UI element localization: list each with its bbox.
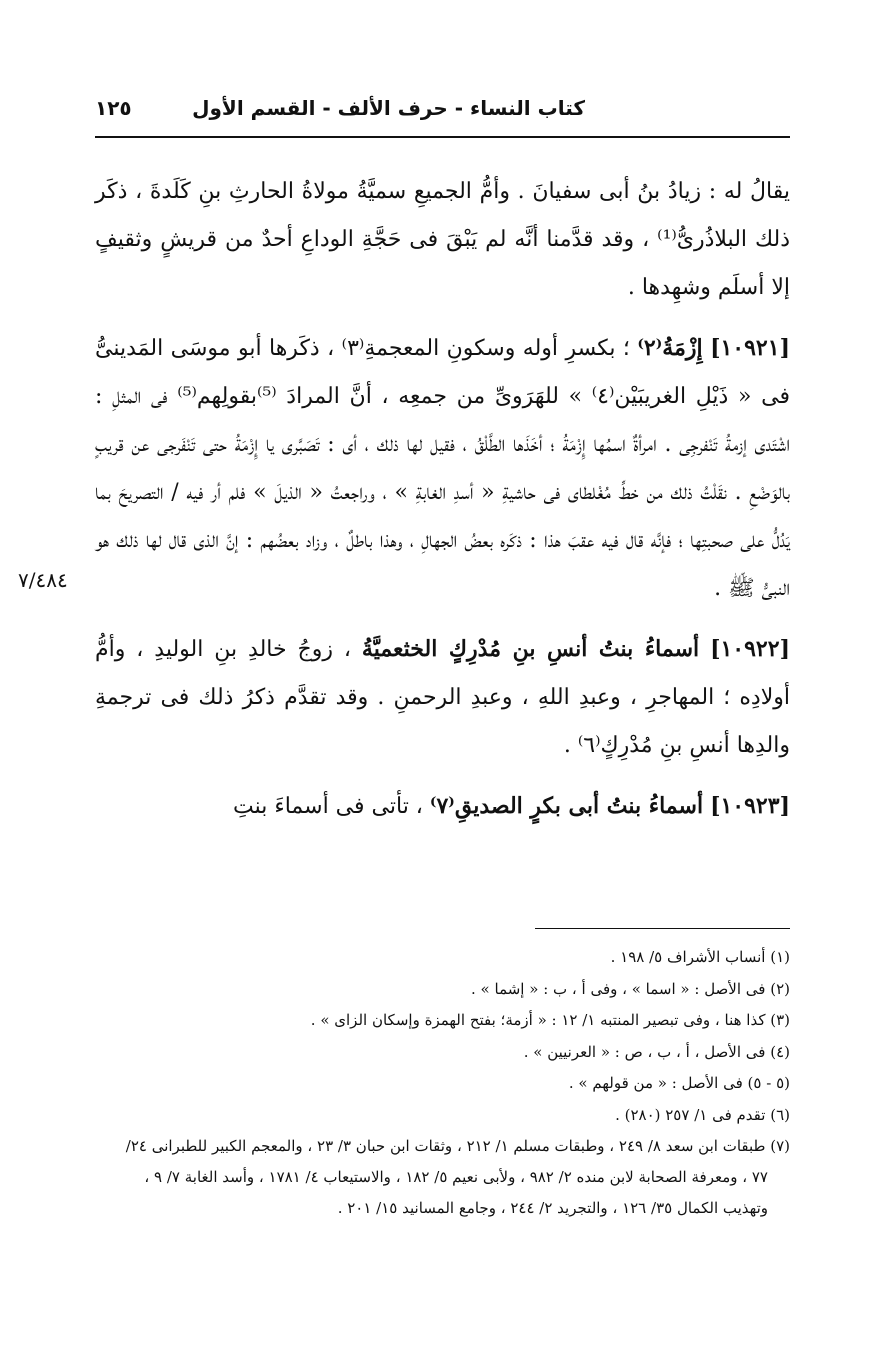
paragraph-continuation: يقالُ له : زيادُ بنُ أبى سفيانَ . وأمُّ الجميعِ سميَّةُ مولاةُ الحارثِ بنِ كَلَدةَ ، ذكَر ذلك البلاذُرىُّ⁽¹⁾ ، وقد قدَّمنا أنَّه لم يَبْقَ فى حَجَّةِ الوداعِ أحدٌ من قريشٍ وثقيفٍ إلا أسلَم وشهِدها . — [95, 179, 790, 300]
entry-name: إِزْمَةُ⁽٢⁾ — [637, 335, 703, 361]
footnotes — [105, 942, 790, 1224]
footnote-6: (٦) تقدم فى ١/ ٢٥٧ (٢٨٠) . — [615, 1105, 790, 1124]
entry-text: ؛ بكسرِ أوله وسكونِ المعجمةِ⁽٣⁾ ، ذكَرها أبو موسَى المَدينىُّ فى « ذَيْلِ الغريبَيْن⁽٤⁾ » للهَرَوىِّ من جمعِه ، أنَّ المرادَ ⁽⁵⁾بقولِهم⁽⁵⁾ فى المثلِ : اشْتَدى إزمةُ تَنْفرجِى . امرأةٌ اسمُها إِزْمَةُ ؛ أخَذَها الطَّلْقُ ، فقيل لها ذلك ، أى : تَصَبَّرى يا إِزْمَةُ حتى تَنْفَرجى عن قريبٍ بالوَضْعِ . نقَلْتُ ذلك من خطِّ مُغْلطاى فى حاشيةِ « أسدِ الغابةِ » ، وراجعتُ « الذيلَ » فلم أر فيه / التصريحَ بما يَدُلُّ على صحبتِها ؛ فإنَّه قال فيه عقبَ هذا : ذكَره بعضُ الجهالِ ، وهذا باطلٌ ، وزاد بعضُهم : إنَّ الذى قال لها ذلك هو النبىُّ ﷺ . — [95, 336, 791, 601]
footnote-3: (٣) كذا هنا ، وفى تبصير المنتبه ١/ ١٢ : « أزمة؛ بفتح الهمزة وإسكان الزاى » . — [310, 1011, 790, 1029]
main-text — [95, 168, 790, 843]
entry-name: أسماءُ بنتُ أبى بكرٍ الصديقِ⁽٧⁾ — [429, 793, 704, 819]
entry-10922 — [95, 625, 790, 770]
footnote-4: (٤) فى الأصل ، أ ، ب ، ص : « العرنيين » . — [523, 1042, 790, 1061]
entry-10921 — [95, 324, 790, 613]
entry-number: [١٠٩٢٢] — [710, 636, 790, 662]
footnote-rule — [535, 928, 790, 929]
footnote-5: (٥ - ٥) فى الأصل : « من قولهم » . — [568, 1074, 790, 1092]
running-header — [95, 96, 790, 136]
entry-text: ، زوجُ خالدِ بنِ الوليدِ ، وأمُّ أولادِه ؛ المهاجرِ ، وعبدِ اللهِ ، وعبدِ الرحمنِ . وقد تقدَّم ذكرُ ذلك فى ترجمةِ والدِها أنسِ بنِ مُدْرِكٍ⁽٦⁾ . — [95, 637, 790, 758]
entry-text: ، تأتى فى أسماءَ بنتِ — [233, 794, 423, 819]
entry-number: [١٠٩٢٣] — [710, 793, 790, 819]
running-title: كتاب النساء - حرف الألف - القسم الأول — [192, 96, 585, 120]
footnote-2: (٢) فى الأصل : « اسما » ، وفى أ ، ب : « إشما » . — [471, 979, 790, 998]
entry-number: [١٠٩٢١] — [710, 335, 790, 361]
entry-10923 — [95, 782, 790, 831]
footnote-7: (٧) طبقات ابن سعد ٨/ ٢٤٩ ، وطبقات مسلم ١/ ٢١٢ ، وثقات ابن حبان ٣/ ٢٣ ، والمعجم الكبير للطبرانى ٢٤/ ٧٧ ، ومعرفة الصحابة لابن منده ٢/ ٩٨٢ ، ولأبى نعيم ٥/ ١٨٢ ، والاستيعاب ٤/ ١٧٨١ ، وأسد الغابة ٧/ ٩ ، وتهذيب الكمال ٣٥/ ١٢٦ ، والتجريد ٢/ ٢٤٤ ، وجامع المسانيد ١٥/ ٢٠١ . — [125, 1137, 790, 1217]
margin-page-reference: ٧/٤٨٤ — [18, 568, 68, 592]
header-rule — [95, 136, 790, 138]
entry-name: أسماءُ بنتُ أنسِ بنِ مُدْرِكٍ الخثعميَّةُ — [361, 636, 700, 662]
page-number: ١٢٥ — [95, 96, 132, 120]
footnote-1: (١) أنساب الأشراف ٥/ ١٩٨ . — [610, 948, 790, 966]
